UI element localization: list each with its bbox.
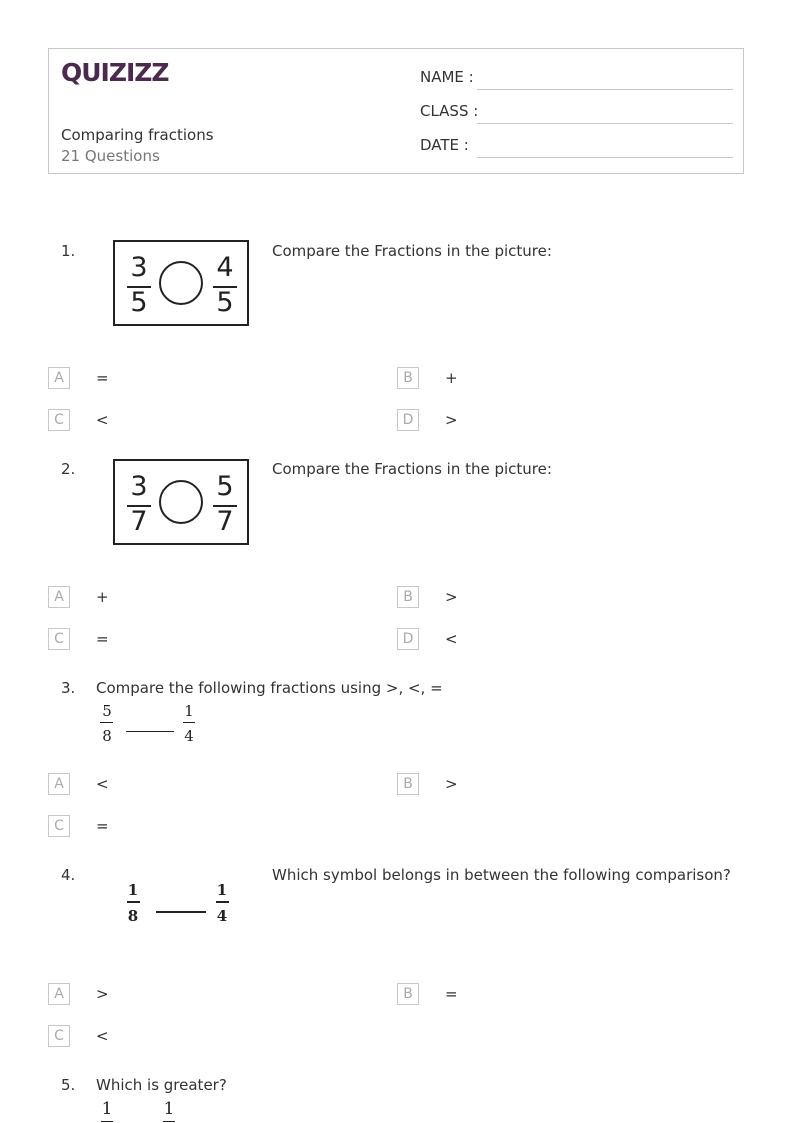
option-text[interactable]: +: [96, 588, 109, 606]
fraction-numerator: 1: [184, 702, 194, 720]
fraction-numerator: 1: [163, 1099, 175, 1119]
option-letter-d[interactable]: D: [397, 628, 419, 650]
question-number: 4.: [61, 866, 76, 884]
fraction-bar: [183, 722, 195, 723]
question-text: Compare the Fractions in the picture:: [272, 242, 552, 260]
question-number: 1.: [61, 242, 76, 260]
class-label: CLASS :: [420, 102, 479, 120]
option-letter-c[interactable]: C: [48, 409, 70, 431]
fraction-bar: [216, 901, 229, 903]
fraction-numerator: 4: [216, 252, 234, 283]
question-count: 21 Questions: [61, 147, 160, 165]
question-number: 2.: [61, 460, 76, 478]
fraction-numerator: 3: [130, 252, 148, 283]
worksheet-title: Comparing fractions: [61, 126, 214, 144]
option-text[interactable]: =: [445, 985, 458, 1003]
option-text[interactable]: =: [96, 369, 109, 387]
option-letter-b[interactable]: B: [397, 367, 419, 389]
fraction-numerator: 1: [216, 881, 228, 899]
fraction-denominator: 8: [127, 907, 139, 925]
option-letter-c[interactable]: C: [48, 815, 70, 837]
name-label: NAME :: [420, 68, 474, 86]
fraction-bar: [101, 1121, 113, 1122]
fraction-denominator: 7: [130, 506, 148, 537]
option-letter-b[interactable]: B: [397, 586, 419, 608]
option-text[interactable]: <: [96, 775, 109, 793]
answer-blank: [126, 731, 174, 732]
option-text[interactable]: <: [96, 411, 109, 429]
answer-blank: [156, 911, 206, 913]
date-field[interactable]: [477, 157, 733, 158]
option-letter-b[interactable]: B: [397, 773, 419, 795]
option-letter-a[interactable]: A: [48, 983, 70, 1005]
option-text[interactable]: >: [445, 411, 458, 429]
option-text[interactable]: >: [445, 588, 458, 606]
option-letter-c[interactable]: C: [48, 628, 70, 650]
fraction-numerator: 3: [130, 471, 148, 502]
fraction-denominator: 5: [130, 287, 148, 318]
option-letter-d[interactable]: D: [397, 409, 419, 431]
fraction-compare-image: [113, 240, 249, 326]
question-text: Which symbol belongs in between the following comparison?: [272, 866, 731, 884]
question-text: Compare the following fractions using >, <, =: [96, 679, 443, 697]
fraction-denominator: 4: [184, 727, 194, 745]
option-text[interactable]: =: [96, 817, 109, 835]
option-letter-a[interactable]: A: [48, 586, 70, 608]
class-field[interactable]: [477, 123, 733, 124]
option-text[interactable]: <: [96, 1027, 109, 1045]
option-letter-a[interactable]: A: [48, 773, 70, 795]
option-letter-a[interactable]: A: [48, 367, 70, 389]
blank-circle-icon: [159, 261, 203, 305]
fraction-bar: [100, 722, 113, 723]
question-number: 3.: [61, 679, 76, 697]
name-field[interactable]: [477, 89, 733, 90]
option-letter-c[interactable]: C: [48, 1025, 70, 1047]
option-text[interactable]: =: [96, 630, 109, 648]
fraction-denominator: 4: [216, 907, 228, 925]
fraction-denominator: 5: [216, 287, 234, 318]
blank-circle-icon: [159, 480, 203, 524]
option-text[interactable]: >: [445, 775, 458, 793]
option-text[interactable]: <: [445, 630, 458, 648]
option-text[interactable]: +: [445, 369, 458, 387]
question-number: 5.: [61, 1076, 76, 1094]
fraction-numerator: 5: [102, 702, 112, 720]
fraction-numerator: 5: [216, 471, 234, 502]
fraction-compare-image: [113, 459, 249, 545]
fraction-bar: [127, 901, 140, 903]
option-letter-b[interactable]: B: [397, 983, 419, 1005]
fraction-numerator: 1: [101, 1099, 113, 1119]
question-text: Compare the Fractions in the picture:: [272, 460, 552, 478]
fraction-bar: [163, 1121, 175, 1122]
worksheet-header: [48, 48, 744, 174]
date-label: DATE :: [420, 136, 469, 154]
fraction-denominator: 8: [102, 727, 112, 745]
option-text[interactable]: >: [96, 985, 109, 1003]
fraction-denominator: 7: [216, 506, 234, 537]
quizizz-logo: QUIZIZZ: [61, 58, 169, 87]
question-text: Which is greater?: [96, 1076, 227, 1094]
fraction-numerator: 1: [127, 881, 139, 899]
